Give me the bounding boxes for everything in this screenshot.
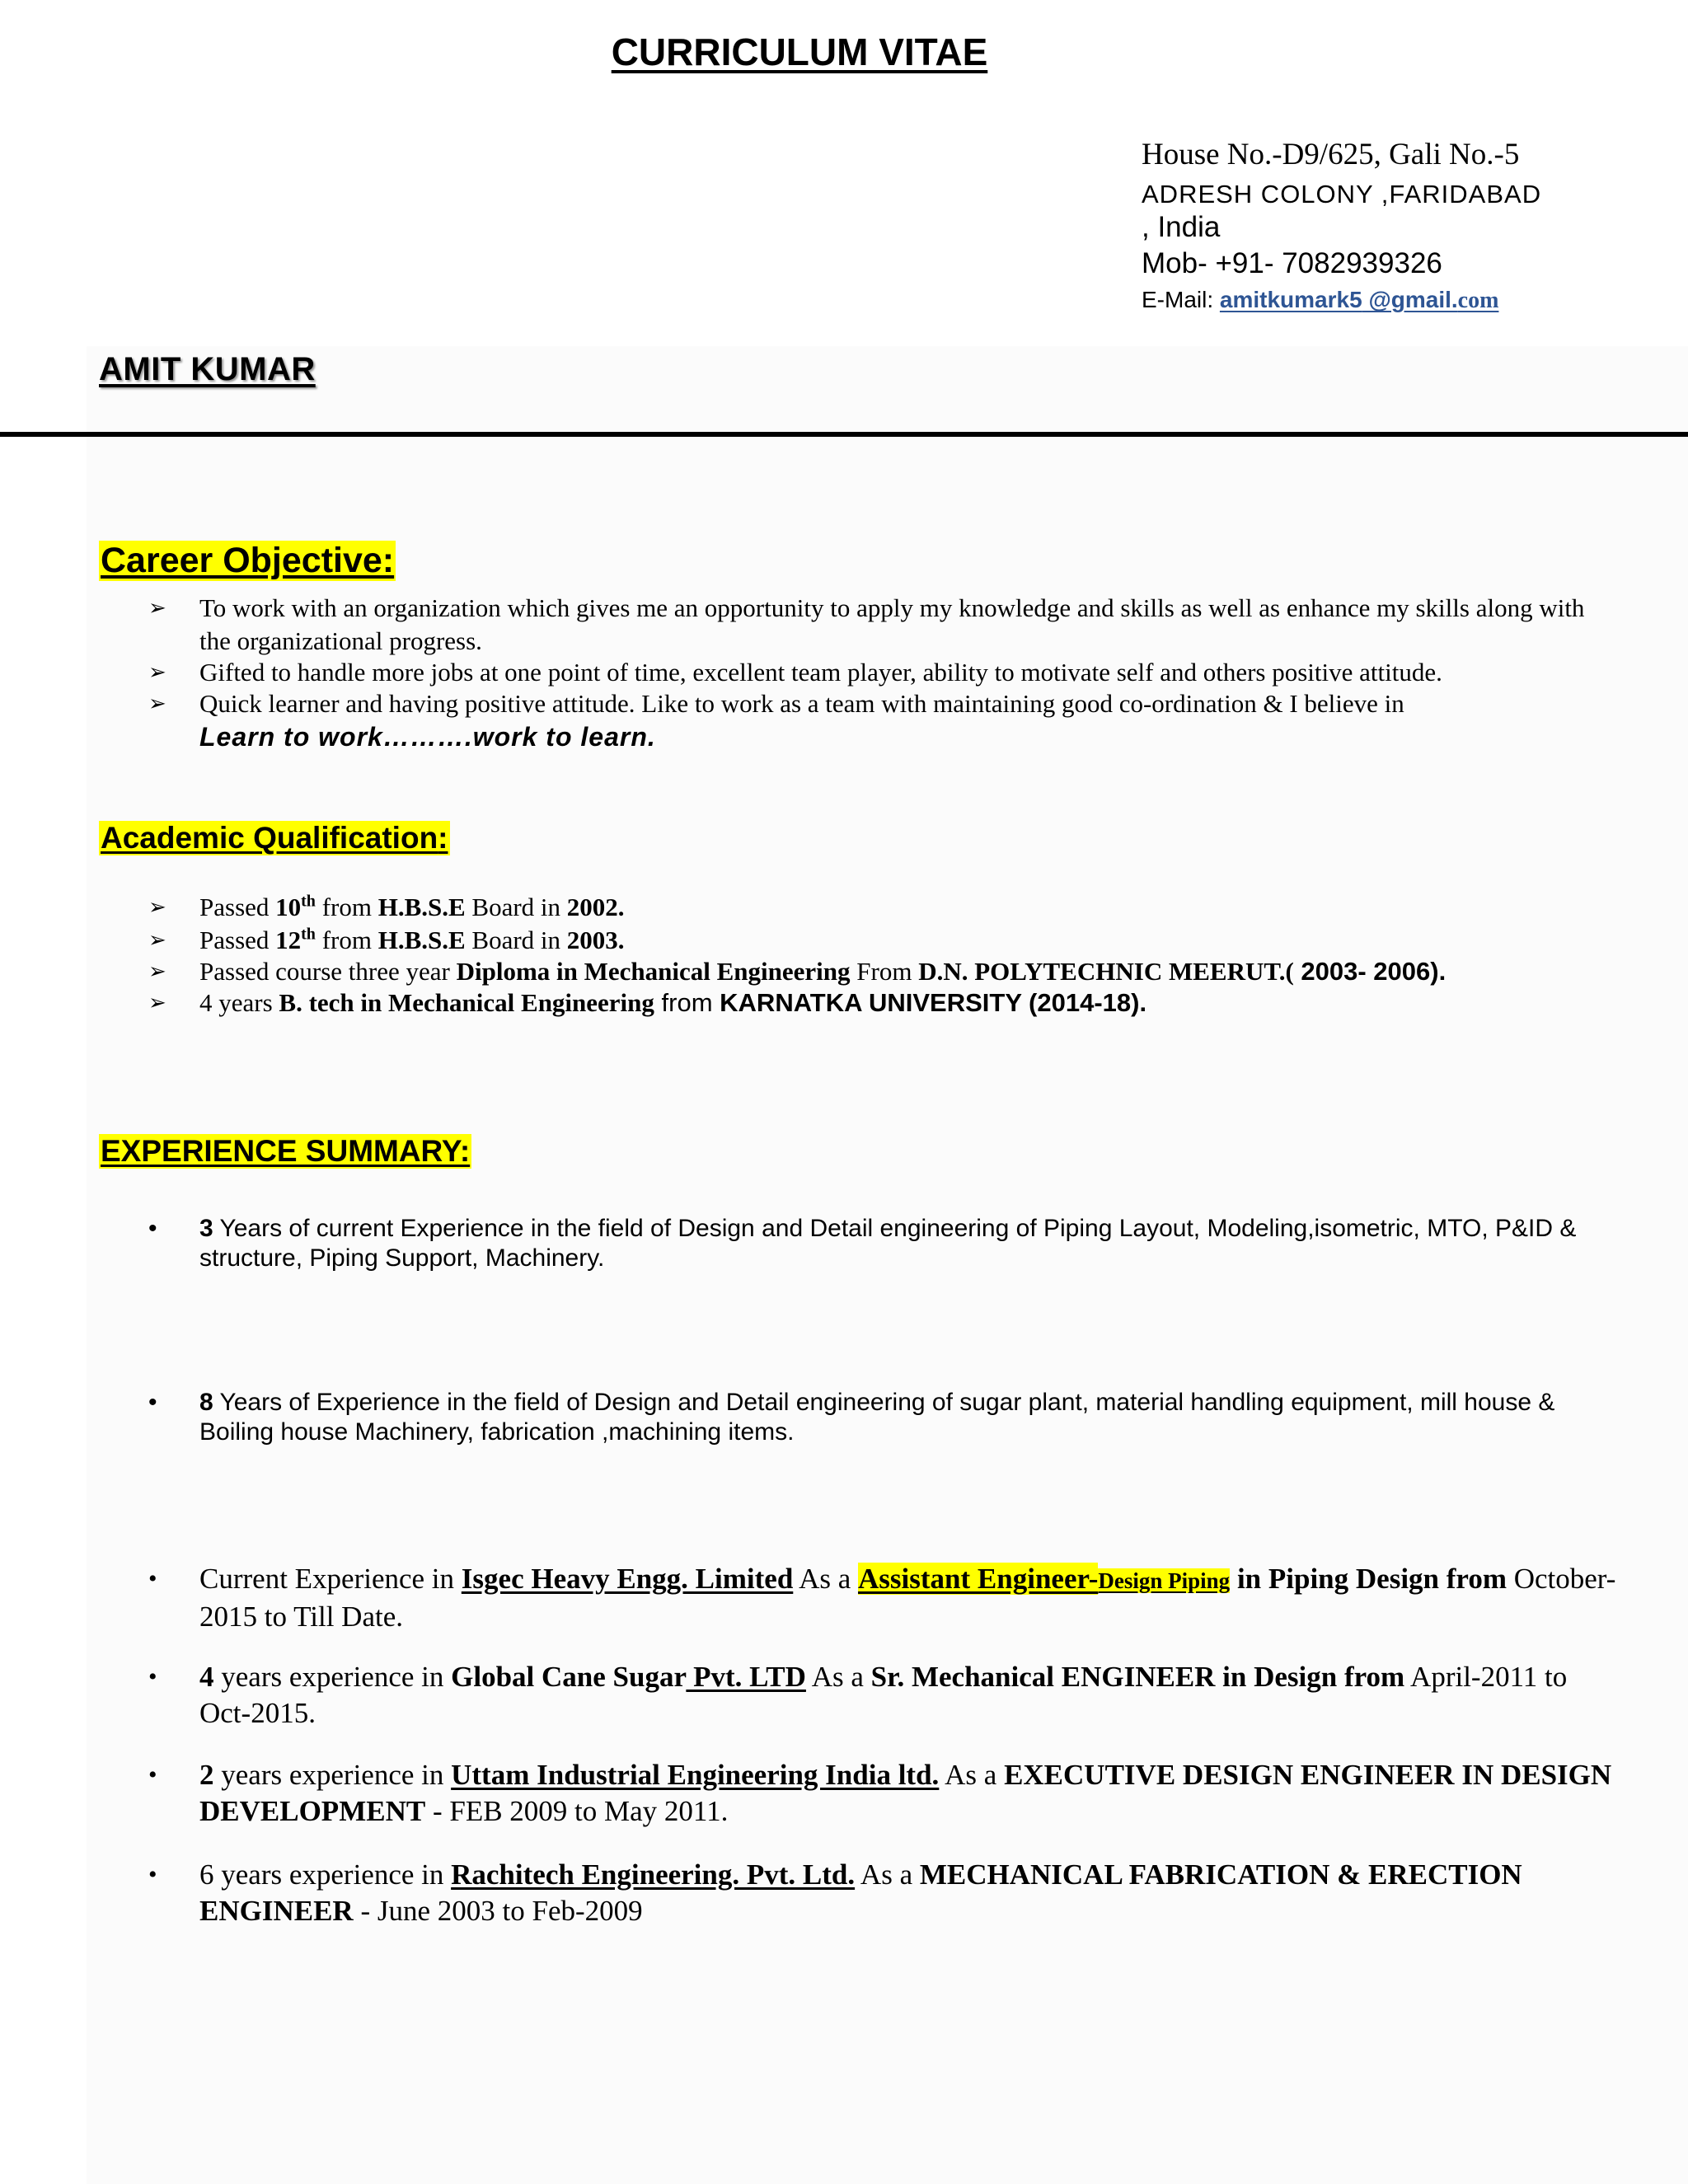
email-label: E-Mail: bbox=[1142, 287, 1220, 312]
job-entry: • 6 years experience in Rachitech Engineering. Pvt. Ltd. As a MECHANICAL FABRICATION & ERECTION ENGINEER - June 2003 to Feb-2009 bbox=[148, 1858, 1522, 1927]
academic-item: ➢ Passed 10th from H.B.S.E Board in 2002. bbox=[199, 891, 1617, 924]
motto: Learn to work……….work to learn. bbox=[199, 722, 656, 752]
document-title: CURRICULUM VITAE bbox=[611, 30, 988, 73]
header-divider bbox=[0, 432, 1688, 437]
address-line-3: , India bbox=[1142, 211, 1221, 243]
arrow-bullet-icon: ➢ bbox=[148, 691, 166, 716]
arrow-bullet-icon: ➢ bbox=[148, 928, 166, 953]
bullet-icon: • bbox=[148, 1565, 157, 1592]
mobile-number: Mob- +91- 7082939326 bbox=[1142, 247, 1442, 279]
experience-summary-item: • 8 Years of Experience in the field of Design and Detail engineering of sugar plant, material handling equipment, mill house & Boiling house Machinery, fabrication ,machining items. bbox=[148, 1389, 1555, 1446]
arrow-bullet-icon: ➢ bbox=[148, 959, 166, 984]
academic-heading: Academic Qualification: bbox=[101, 821, 448, 855]
objective-item: ➢ Quick learner and having positive attitude. Like to work as a team with maintaining good co-ordination & I believe in bbox=[199, 687, 1617, 720]
bullet-icon: • bbox=[148, 1215, 157, 1242]
academic-item: ➢ Passed course three year Diploma in Mechanical Engineering From D.N. POLYTECHNIC MEERUT.( 2003- 2006). bbox=[199, 955, 1617, 988]
bullet-icon: • bbox=[148, 1861, 157, 1888]
arrow-bullet-icon: ➢ bbox=[148, 895, 166, 920]
candidate-name: AMIT KUMAR bbox=[99, 351, 316, 387]
objective-item: ➢ To work with an organization which gives me an opportunity to apply my knowledge and skills as well as enhance my skills along with the organizational progress. bbox=[148, 593, 1585, 655]
bullet-icon: • bbox=[148, 1663, 157, 1690]
address-line-2: ADRESH COLONY ,FARIDABAD bbox=[1142, 180, 1542, 209]
email-line bbox=[1142, 287, 1498, 314]
arrow-bullet-icon: ➢ bbox=[148, 660, 166, 685]
career-objective-heading: Career Objective: bbox=[101, 541, 395, 580]
job-entry: • Current Experience in Isgec Heavy Engg. Limited As a Assistant Engineer-Design Piping in Piping Design from October-2015 to Till Date. bbox=[148, 1563, 1616, 1633]
job-entry: • 2 years experience in Uttam Industrial Engineering India ltd. As a EXECUTIVE DESIGN ENGINEER IN DESIGN DEVELOPMENT - FEB 2009 to May 2011. bbox=[148, 1759, 1612, 1827]
objective-item: ➢ Gifted to handle more jobs at one point of time, excellent team player, ability to motivate self and others positive attitude. bbox=[199, 656, 1617, 689]
bullet-icon: • bbox=[148, 1389, 157, 1416]
arrow-bullet-icon: ➢ bbox=[148, 991, 166, 1015]
job-entry: • 4 years experience in Global Cane Sugar Pvt. LTD As a Sr. Mechanical ENGINEER in Design from April-2011 to Oct-2015. bbox=[148, 1661, 1568, 1729]
email-link[interactable]: amitkumark5 @gmail.com bbox=[1219, 287, 1499, 313]
bullet-icon: • bbox=[148, 1761, 157, 1788]
experience-summary-item: • 3 Years of current Experience in the field of Design and Detail engineering of Piping Layout, Modeling,isometric, MTO, P&ID & structure, Piping Support, Machinery. bbox=[148, 1215, 1577, 1272]
academic-item: ➢ 4 years B. tech in Mechanical Engineering from KARNATKA UNIVERSITY (2014-18). bbox=[199, 987, 1617, 1019]
experience-heading: EXPERIENCE SUMMARY: bbox=[101, 1134, 471, 1168]
arrow-bullet-icon: ➢ bbox=[148, 596, 166, 621]
academic-item: ➢ Passed 12th from H.B.S.E Board in 2003. bbox=[199, 924, 1617, 957]
address-line-1: House No.-D9/625, Gali No.-5 bbox=[1142, 138, 1520, 171]
